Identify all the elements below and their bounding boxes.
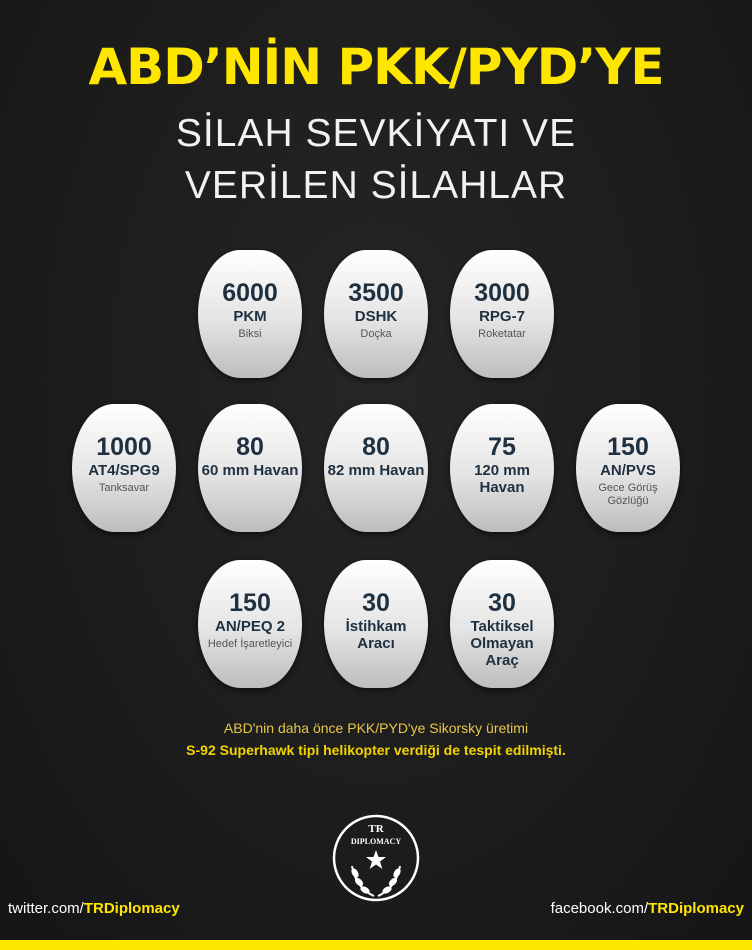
weapon-card-pkm — [198, 250, 302, 378]
card-label: AN/PEQ 2 — [214, 618, 286, 635]
card-count: 150 — [607, 433, 649, 461]
card-label: AN/PVS — [600, 462, 656, 479]
twitter-handle: TRDiplomacy — [83, 900, 180, 917]
bottom-accent-bar — [0, 940, 752, 950]
star-laurel-icon — [330, 808, 422, 918]
card-count: 80 — [362, 433, 390, 461]
card-count: 30 — [488, 589, 516, 617]
facebook-link[interactable] — [551, 900, 744, 917]
subtitle-line-2: VERİLEN SİLAHLAR — [184, 164, 568, 207]
card-label: 60 mm Havan — [201, 462, 299, 479]
weapon-card-anpvs — [576, 404, 680, 532]
card-sublabel: Gece Görüş Gözlüğü — [598, 482, 658, 507]
weapon-card-non-tactical-vehicle — [450, 560, 554, 688]
card-label: AT4/SPG9 — [88, 462, 160, 479]
card-label: PKM — [233, 308, 267, 325]
card-label: 120 mm Havan — [474, 462, 530, 496]
card-count: 1000 — [96, 433, 152, 461]
card-sublabel: Biksi — [238, 328, 262, 340]
weapon-card-at4 — [72, 404, 176, 532]
card-label: Taktiksel Olmayan Araç — [470, 618, 534, 669]
card-count: 75 — [488, 433, 516, 461]
twitter-prefix: twitter.com/ — [8, 900, 84, 917]
weapon-card-60mm — [198, 404, 302, 532]
weapon-card-dshk — [324, 250, 428, 378]
weapon-card-anpeq2 — [198, 560, 302, 688]
card-sublabel: Tanksavar — [98, 482, 150, 494]
card-label: İstihkam Aracı — [345, 618, 407, 652]
card-count: 30 — [362, 589, 390, 617]
facebook-prefix: facebook.com/ — [550, 900, 649, 917]
note-line-1: ABD'nin daha önce PKK/PYD'ye Sikorsky üretimi — [223, 720, 529, 736]
card-label: 82 mm Havan — [327, 462, 425, 479]
weapon-card-rpg7 — [450, 250, 554, 378]
card-label: RPG-7 — [479, 308, 525, 325]
twitter-link[interactable] — [8, 900, 180, 917]
card-count: 150 — [229, 589, 271, 617]
card-count: 6000 — [222, 279, 278, 307]
card-sublabel: Hedef İşaretleyici — [207, 638, 293, 650]
weapon-card-82mm — [324, 404, 428, 532]
note-line-2: S-92 Superhawk tipi helikopter verdiği de tespit edilmişti. — [186, 742, 566, 758]
card-count: 3500 — [348, 279, 404, 307]
card-count: 3000 — [474, 279, 530, 307]
weapon-card-engineering-vehicle — [324, 560, 428, 688]
weapon-card-120mm — [450, 404, 554, 532]
card-sublabel: Roketatar — [478, 328, 526, 340]
main-title: ABD’NİN PKK/PYD’YE — [88, 38, 664, 96]
card-label: DSHK — [354, 308, 398, 325]
card-sublabel: Doçka — [360, 328, 392, 340]
facebook-handle: TRDiplomacy — [648, 900, 744, 917]
logo-tr: TR — [368, 823, 384, 835]
subtitle-line-1: SİLAH SEVKİYATI VE — [175, 112, 577, 155]
logo-diplomacy: DIPLOMACY — [350, 837, 402, 846]
card-count: 80 — [236, 433, 264, 461]
